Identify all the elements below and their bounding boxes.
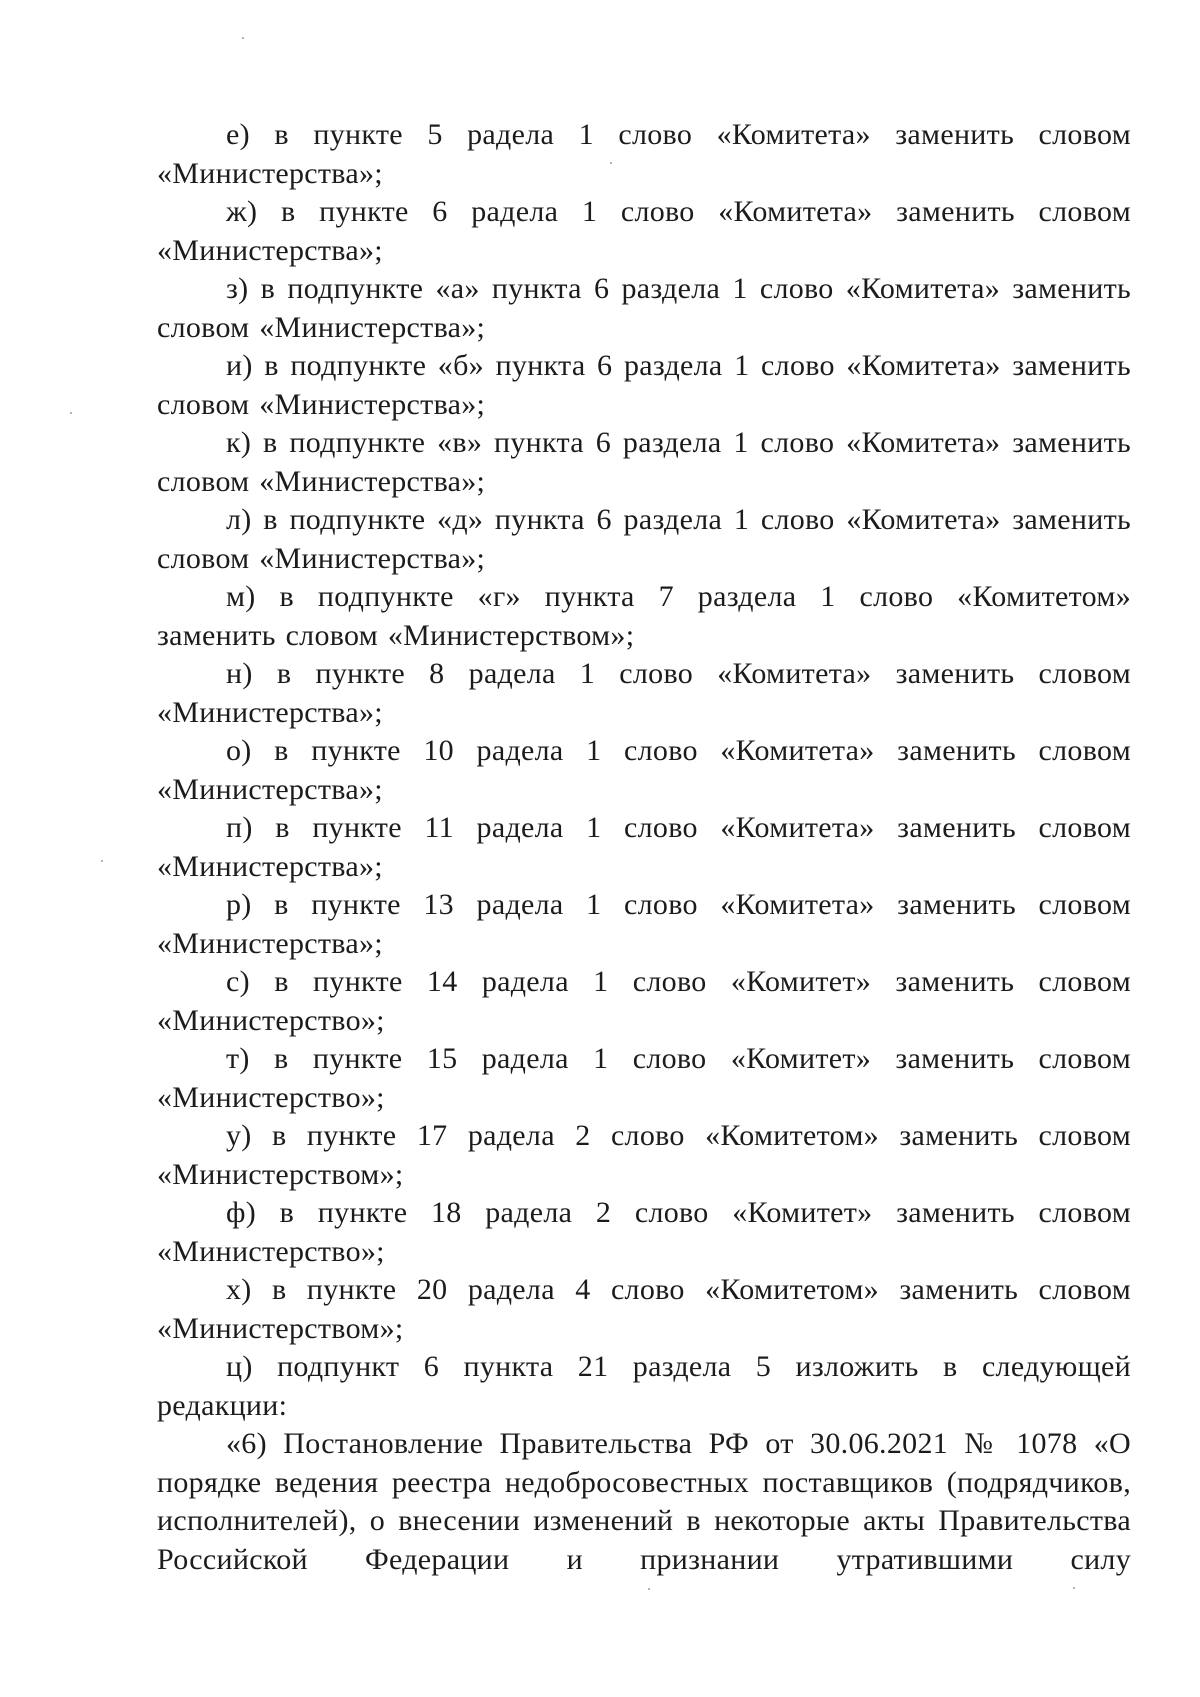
scan-speck [70, 412, 72, 414]
paragraph-s: с) в пункте 14 радела 1 слово «Комитет» заменить словом «Министерство»; [157, 965, 1131, 1037]
paragraph-u: у) в пункте 17 радела 2 слово «Комитетом» заменить словом «Министерством»; [157, 1119, 1131, 1191]
paragraph-zh: ж) в пункте 6 радела 1 слово «Комитета» заменить словом «Министерства»; [157, 195, 1131, 267]
paragraph-l: л) в подпункте «д» пункта 6 раздела 1 слово «Комитета» заменить словом «Министерства»; [157, 503, 1131, 575]
scan-speck [610, 162, 612, 164]
paragraph-e: е) в пункте 5 радела 1 слово «Комитета» заменить словом «Министерства»; [157, 118, 1131, 190]
paragraph-quote-6: «6) Постановление Правительства РФ от 30.06.2021 № 1078 «О порядке ведения реестра недобросовестных поставщиков (подрядчиков, исполнителей), о внесении изменений в некоторые акты Правительства Российской Федерации и признании утратившими силу [157, 1427, 1131, 1576]
paragraph-ts: ц) подпункт 6 пункта 21 раздела 5 изложить в следующей редакции: [157, 1350, 1131, 1422]
document-body [157, 116, 1131, 1579]
paragraph-m: м) в подпункте «г» пункта 7 раздела 1 слово «Комитетом» заменить словом «Министерством»; [157, 580, 1131, 652]
scan-speck [242, 37, 244, 39]
paragraph-r: р) в пункте 13 радела 1 слово «Комитета» заменить словом «Министерства»; [157, 888, 1131, 960]
paragraph-k: к) в подпункте «в» пункта 6 раздела 1 слово «Комитета» заменить словом «Министерства»; [157, 426, 1131, 498]
scan-speck [101, 860, 103, 862]
paragraph-p: п) в пункте 11 радела 1 слово «Комитета» заменить словом «Министерства»; [157, 811, 1131, 883]
paragraph-o: о) в пункте 10 радела 1 слово «Комитета» заменить словом «Министерства»; [157, 734, 1131, 806]
paragraph-i: и) в подпункте «б» пункта 6 раздела 1 слово «Комитета» заменить словом «Министерства»; [157, 349, 1131, 421]
paragraph-z: з) в подпункте «а» пункта 6 раздела 1 слово «Комитета» заменить словом «Министерства»; [157, 272, 1131, 344]
scan-speck [648, 1588, 650, 1590]
paragraph-n: н) в пункте 8 радела 1 слово «Комитета» заменить словом «Министерства»; [157, 657, 1131, 729]
paragraph-t: т) в пункте 15 радела 1 слово «Комитет» заменить словом «Министерство»; [157, 1042, 1131, 1114]
paragraph-kh: х) в пункте 20 радела 4 слово «Комитетом» заменить словом «Министерством»; [157, 1273, 1131, 1345]
paragraph-f: ф) в пункте 18 радела 2 слово «Комитет» заменить словом «Министерство»; [157, 1196, 1131, 1268]
scan-speck [1073, 1587, 1075, 1589]
